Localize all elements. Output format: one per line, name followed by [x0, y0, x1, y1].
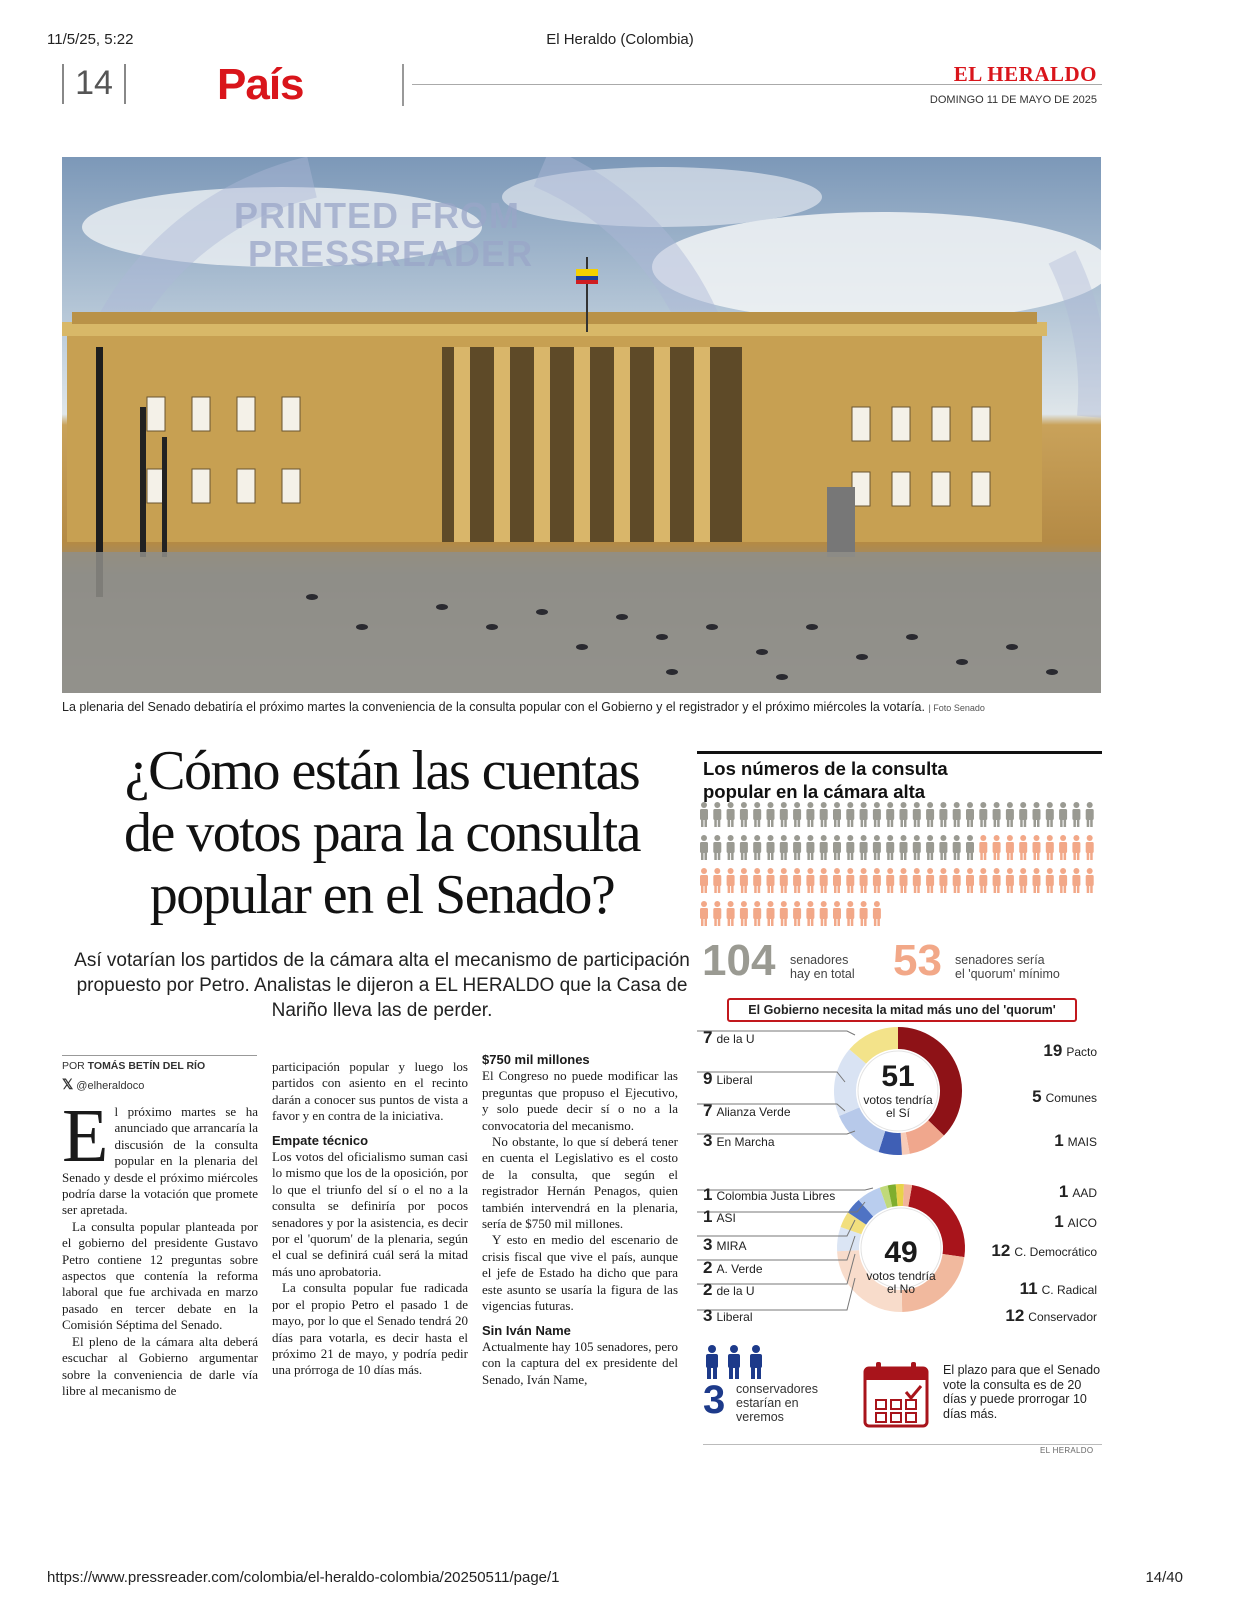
brand-logo: EL HERALDO — [953, 62, 1097, 86]
senator-icon — [713, 802, 721, 827]
senator-icon — [713, 901, 721, 926]
no-votes-label: votos tendría el No — [866, 1269, 936, 1296]
senator-icon — [727, 868, 735, 893]
si-party-alianza-verde: 7 Alianza Verde — [703, 1101, 791, 1120]
no-votes-number: 49 — [884, 1236, 918, 1269]
infographic-title: Los números de la consulta popular en la cámara alta — [703, 758, 948, 802]
senator-icon — [780, 802, 788, 827]
senator-icon — [913, 868, 921, 893]
senator-icon — [873, 868, 881, 893]
byline-rule — [62, 1055, 257, 1056]
donut-segment — [883, 1196, 890, 1198]
header-divider — [402, 64, 404, 106]
senator-icon — [1019, 835, 1027, 860]
senator-icon — [833, 802, 841, 827]
senator-icon — [939, 868, 947, 893]
senator-icon — [727, 901, 735, 926]
senator-icon — [1059, 835, 1067, 860]
infographic-rule — [697, 751, 1102, 754]
page-number: 14 — [62, 64, 126, 104]
senator-icon — [740, 868, 748, 893]
senator-icon — [1059, 802, 1067, 827]
pressreader-watermark: PRINTED FROM PRESSREADER — [234, 195, 534, 274]
no-party-aico: 1 AICO — [1054, 1212, 1097, 1231]
no-party-c-democratico: 12 C. Democrático — [991, 1241, 1097, 1260]
senator-icon — [740, 802, 748, 827]
senator-icon — [820, 835, 828, 860]
senators-pictogram — [697, 800, 1102, 935]
donut-segment — [901, 1143, 907, 1144]
senator-icon — [953, 802, 961, 827]
senator-icon — [953, 868, 961, 893]
quorum-label: senadores sería el 'quorum' mínimo — [955, 953, 1060, 981]
senator-icon — [900, 835, 908, 860]
no-party-mira: 3 MIRA — [703, 1235, 747, 1254]
article-column-3: $750 mil millones El Congreso no puede modificar las preguntas que propuso el Ejecutivo, y solo puede decir sí o no a la convocatoria del mecanismo. No obstante, lo que sí deberá tener en cuenta el Legislativo es el costo de la consulta, que según el registrador Hernán Penagos, quien también intervendrá en la plenaria, sería de $750 mil millones. Y esto en medio del escenario de crisis fiscal que vive el país, aunque el jefe de Estado ha dicho que para este asunto se usaría la figura de las vigencias futuras. Sin Iván Name Actualmente hay 105 senadores, pero con la captura del ex presidente del Senado, Iván Name, — [482, 1052, 678, 1387]
author-handle[interactable]: 𝕏 @elheraldoco — [62, 1076, 145, 1092]
senator-icon — [700, 835, 708, 860]
senator-icon — [1072, 802, 1080, 827]
photo-caption: La plenaria del Senado debatiría el próximo martes la conveniencia de la consulta popular con el Gobierno y el registrador y el próximo miércoles la votaría. | Foto Senado — [62, 700, 985, 714]
infographic-credit: EL HERALDO — [1040, 1446, 1094, 1455]
senator-icon — [860, 802, 868, 827]
senator-icon — [1086, 802, 1094, 827]
no-party-colombia-justa-libres: 1 Colombia Justa Libres — [703, 1185, 836, 1204]
senator-icon — [1006, 802, 1014, 827]
senator-icon — [1033, 835, 1041, 860]
senator-icon — [1072, 868, 1080, 893]
donut-segment — [866, 1198, 883, 1208]
senator-icon — [900, 802, 908, 827]
senator-icon — [806, 868, 814, 893]
senator-icon — [860, 901, 868, 926]
capitol-illustration — [62, 157, 1101, 693]
calendar-icon — [862, 1360, 932, 1430]
senator-icon — [727, 835, 735, 860]
senator-icon — [993, 868, 1001, 893]
senator-icon — [1033, 868, 1041, 893]
subhead-ivan-name: Sin Iván Name — [482, 1322, 571, 1338]
senator-icon — [1006, 835, 1014, 860]
donut-segment — [908, 1128, 936, 1143]
si-party-comunes: 5 Comunes — [1032, 1087, 1097, 1106]
senator-icon — [833, 868, 841, 893]
senator-icon — [846, 835, 854, 860]
senator-icon — [700, 802, 708, 827]
byline: POR TOMÁS BETÍN DEL RÍO — [62, 1060, 206, 1072]
senator-icon — [700, 868, 708, 893]
senator-icon — [780, 835, 788, 860]
donut-segment — [851, 1218, 857, 1230]
senator-icon — [966, 802, 974, 827]
senator-icon — [939, 835, 947, 860]
senator-icon — [806, 802, 814, 827]
si-party-en-marcha: 3 En Marcha — [703, 1131, 775, 1150]
no-party-c-radical: 11 C. Radical — [1019, 1279, 1097, 1298]
senator-icon — [727, 802, 735, 827]
si-votes-number: 51 — [881, 1060, 915, 1093]
senator-icon — [1086, 868, 1094, 893]
print-url: https://www.pressreader.com/colombia/el-heraldo-colombia/20250511/page/1 — [47, 1569, 560, 1586]
senator-icon — [740, 835, 748, 860]
senator-icon — [966, 868, 974, 893]
senator-icon — [833, 901, 841, 926]
si-party-liberal: 9 Liberal — [703, 1069, 753, 1088]
senator-icon — [953, 835, 961, 860]
dateline: DOMINGO 11 DE MAYO DE 2025 — [929, 94, 1097, 106]
senator-icon — [833, 835, 841, 860]
no-party-de-la-u: 2 de la U — [703, 1280, 755, 1299]
senator-icon — [793, 835, 801, 860]
senator-icon — [846, 868, 854, 893]
senator-icon — [1072, 835, 1080, 860]
senator-icon — [913, 802, 921, 827]
senator-icon — [1046, 802, 1054, 827]
si-votes-label: votos tendría el Sí — [863, 1093, 933, 1120]
senator-icon — [793, 802, 801, 827]
senator-icon — [753, 868, 761, 893]
senator-icon — [820, 802, 828, 827]
senator-icon — [993, 835, 1001, 860]
senator-icon — [846, 802, 854, 827]
senator-icon — [753, 835, 761, 860]
senator-icon — [793, 868, 801, 893]
conservatives-number: 3 — [703, 1378, 726, 1422]
total-senators-number: 104 — [702, 936, 776, 985]
donut-segment — [882, 1142, 901, 1144]
article-column-2: participación popular y luego los partidos con asiento en el recinto darán a conocer sus puntos de vista a favor y en contra de la iniciativa. Empate técnico Los votos del oficialismo suman casi lo mismo que los de la oposición, por lo que el triunfo del sí o el no a la consulta se definiría por pocos senadores y por la asistencia, es decir por el 'quorum' de la plenaria, según el cual se definirá cuál será la mitad más uno aprobatoria. La consulta popular fue radicada por el propio Petro el pasado 1 de mayo, por lo que el Senado tendrá 20 días para votarla, es decir hasta el próximo 21 de mayo, y podría pedir una prórroga de 10 días más. — [272, 1059, 468, 1378]
senator-icon — [886, 835, 894, 860]
photo-credit: | Foto Senado — [928, 703, 985, 713]
quorum-number: 53 — [893, 936, 942, 985]
no-party-a-verde: 2 A. Verde — [703, 1258, 763, 1277]
article-column-1: El próximo martes se ha anunciado que arrancaría la discusión de la consulta popular en la plenaria del Senado y desde el próximo miércoles podría darse la votación que promete ser apretada. La consulta popular planteada por el gobierno del presidente Gustavo Petro contiene 12 preguntas sobre aspectos que contenía la reforma laboral que fue archivada en marzo pasado en tercer debate en la Comisión Séptima del Senado. El pleno de la cámara alta deberá escuchar al Gobierno argumentar sobre la conveniencia de darle vía libre al mecanismo de — [62, 1094, 258, 1398]
no-party-liberal: 3 Liberal — [703, 1306, 753, 1325]
infographic-bottom-rule — [703, 1444, 1102, 1445]
senator-icon — [767, 835, 775, 860]
conservatives-label: conservadores estarían en veremos — [736, 1382, 818, 1424]
capitol-photo — [62, 157, 1101, 693]
senator-icon — [1046, 868, 1054, 893]
donut-segment — [890, 1195, 897, 1196]
drop-cap: E — [62, 1094, 109, 1178]
senator-icon — [979, 868, 987, 893]
total-senators-label: senadores hay en total — [790, 953, 855, 981]
senator-icon — [1033, 802, 1041, 827]
senator-icon — [753, 901, 761, 926]
si-party-de-la-u: 7 de la U — [703, 1028, 755, 1047]
senator-icon — [767, 802, 775, 827]
subhead-costo: $750 mil millones — [482, 1052, 590, 1067]
senator-icon — [979, 835, 987, 860]
subhead-empate: Empate técnico — [272, 1132, 369, 1148]
deadline-note: El plazo para que el Senado vote la consulta es de 20 días y puede prorrogar 10 días más. — [943, 1363, 1101, 1421]
headline: ¿Cómo están las cuentas de votos para la consulta popular en el Senado? — [123, 740, 641, 926]
senator-icon — [926, 835, 934, 860]
senator-icon — [713, 868, 721, 893]
senator-icon — [993, 802, 1001, 827]
si-party-mais: 1 MAIS — [1054, 1131, 1097, 1150]
senator-icon — [913, 835, 921, 860]
senator-icon — [1006, 868, 1014, 893]
senator-icon — [700, 901, 708, 926]
majority-note: El Gobierno necesita la mitad más uno del 'quorum' — [727, 998, 1077, 1022]
senator-icon — [900, 868, 908, 893]
no-party-conservador: 12 Conservador — [1005, 1306, 1097, 1325]
senator-icon — [820, 868, 828, 893]
senator-icon — [873, 901, 881, 926]
no-party-aad: 1 AAD — [1058, 1182, 1097, 1201]
senator-icon — [820, 901, 828, 926]
senator-icon — [966, 835, 974, 860]
senator-icon — [767, 901, 775, 926]
senator-icon — [793, 901, 801, 926]
senator-icon — [806, 835, 814, 860]
no-party-asi: 1 ASI — [703, 1207, 736, 1226]
donut-segment — [903, 1195, 910, 1196]
senator-icon — [846, 901, 854, 926]
senator-icon — [780, 868, 788, 893]
senator-icon — [939, 802, 947, 827]
senator-icon — [1019, 868, 1027, 893]
senator-icon — [1059, 868, 1067, 893]
senator-icon — [1019, 802, 1027, 827]
senator-icon — [873, 802, 881, 827]
senator-icon — [713, 835, 721, 860]
senator-icon — [886, 868, 894, 893]
print-datetime: 11/5/25, 5:22 — [47, 31, 134, 48]
senator-icon — [860, 835, 868, 860]
senator-icon — [860, 868, 868, 893]
senator-icon — [767, 868, 775, 893]
senator-icon — [979, 802, 987, 827]
senator-icon — [753, 802, 761, 827]
senator-icon — [926, 868, 934, 893]
section-title: País — [217, 60, 304, 109]
si-party-pacto: 19 Pacto — [1043, 1041, 1097, 1060]
senator-icon — [873, 835, 881, 860]
senator-icon — [886, 802, 894, 827]
senator-icon — [740, 901, 748, 926]
print-window-title: El Heraldo (Colombia) — [546, 31, 694, 48]
senator-icon — [926, 802, 934, 827]
conservatives-person-icons — [703, 1344, 773, 1380]
print-page-count: 14/40 — [1145, 1569, 1183, 1586]
senator-icon — [806, 901, 814, 926]
x-logo-icon: 𝕏 — [62, 1076, 74, 1092]
subheadline: Así votarían los partidos de la cámara alta el mecanismo de participación propuesto por Petro. Analistas le dijeron a EL HERALDO que la Casa de Nariño lleva las de perder. — [74, 950, 690, 1021]
senator-icon — [1046, 835, 1054, 860]
senator-icon — [1086, 835, 1094, 860]
senator-icon — [780, 901, 788, 926]
